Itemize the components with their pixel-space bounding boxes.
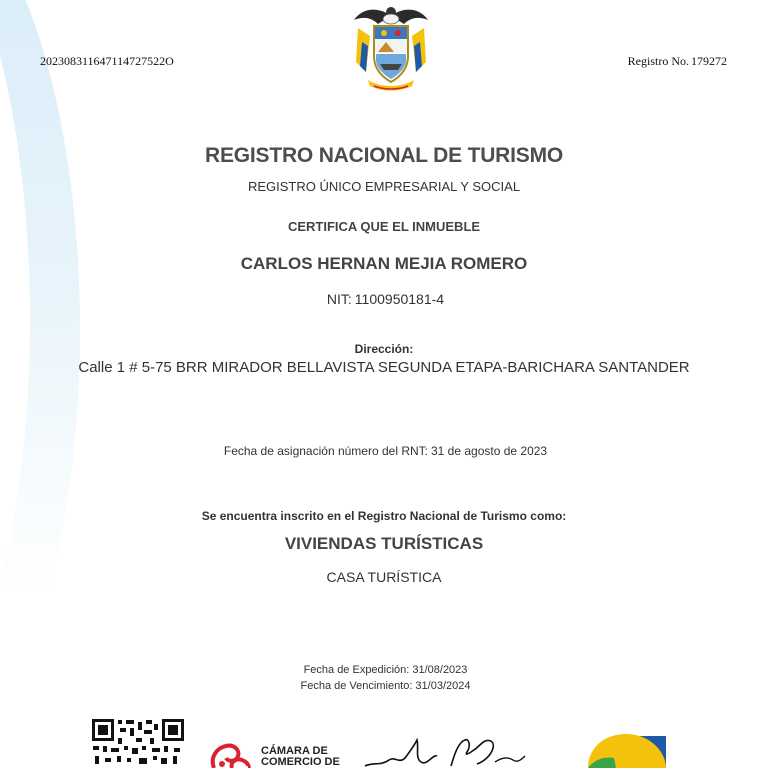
fecha-expedicion-value: 31/08/2023: [412, 664, 468, 676]
camara-line-2: COMERCIO DE: [261, 756, 340, 768]
registro-number: [626, 54, 727, 69]
direccion-label: Dirección:: [354, 342, 414, 356]
nit-label: NIT:: [326, 291, 352, 307]
colombia-coat-of-arms-icon: [350, 2, 432, 92]
camara-comercio-logo: [208, 740, 348, 768]
owner-name: CARLOS HERNAN MEJIA ROMERO: [240, 254, 528, 273]
camara-comercio-logo-icon: [208, 740, 258, 768]
category-name: VIVIENDAS TURÍSTICAS: [284, 534, 484, 553]
signature-icon: [355, 736, 535, 768]
subcategory-name: CASA TURÍSTICA: [326, 569, 442, 585]
fecha-asignacion: [0, 444, 768, 458]
fecha-vencimiento-value: 31/03/2024: [415, 680, 471, 692]
direccion-value: Calle 1 # 5-75 BRR MIRADOR BELLAVISTA SEGUNDA ETAPA-BARICHARA SANTANDER: [78, 359, 690, 376]
nit-value: 1100950181-4: [354, 291, 445, 307]
inscrito-text: Se encuentra inscrito en el Registro Nacional de Turismo como:: [201, 509, 567, 523]
nit-line: [0, 291, 768, 307]
fecha-vencimiento-label: Fecha de Vencimiento:: [300, 680, 413, 692]
document-subtitle: REGISTRO ÚNICO EMPRESARIAL Y SOCIAL: [247, 179, 521, 194]
camara-comercio-text: [261, 746, 340, 768]
colombia-co-brand-logo-icon: [586, 732, 668, 768]
fecha-vencimiento: [0, 680, 768, 692]
registro-value: 179272: [691, 54, 727, 68]
fecha-asignacion-value: 31 de agosto de 2023: [431, 444, 548, 458]
certifica-heading: CERTIFICA QUE EL INMUEBLE: [287, 219, 481, 234]
fecha-asignacion-label: Fecha de asignación número del RNT:: [223, 444, 428, 458]
registro-label: Registro No.: [627, 54, 689, 68]
document-code: 202308311647114727522O: [40, 54, 174, 68]
colombia-co-brand-logo: [586, 732, 668, 768]
camara-line-1: CÁMARA DE: [261, 745, 328, 757]
fecha-expedicion-label: Fecha de Expedición:: [303, 664, 410, 676]
document-title: REGISTRO NACIONAL DE TURISMO: [204, 144, 564, 167]
qr-code-icon: [91, 718, 185, 768]
fecha-expedicion: [0, 664, 768, 676]
